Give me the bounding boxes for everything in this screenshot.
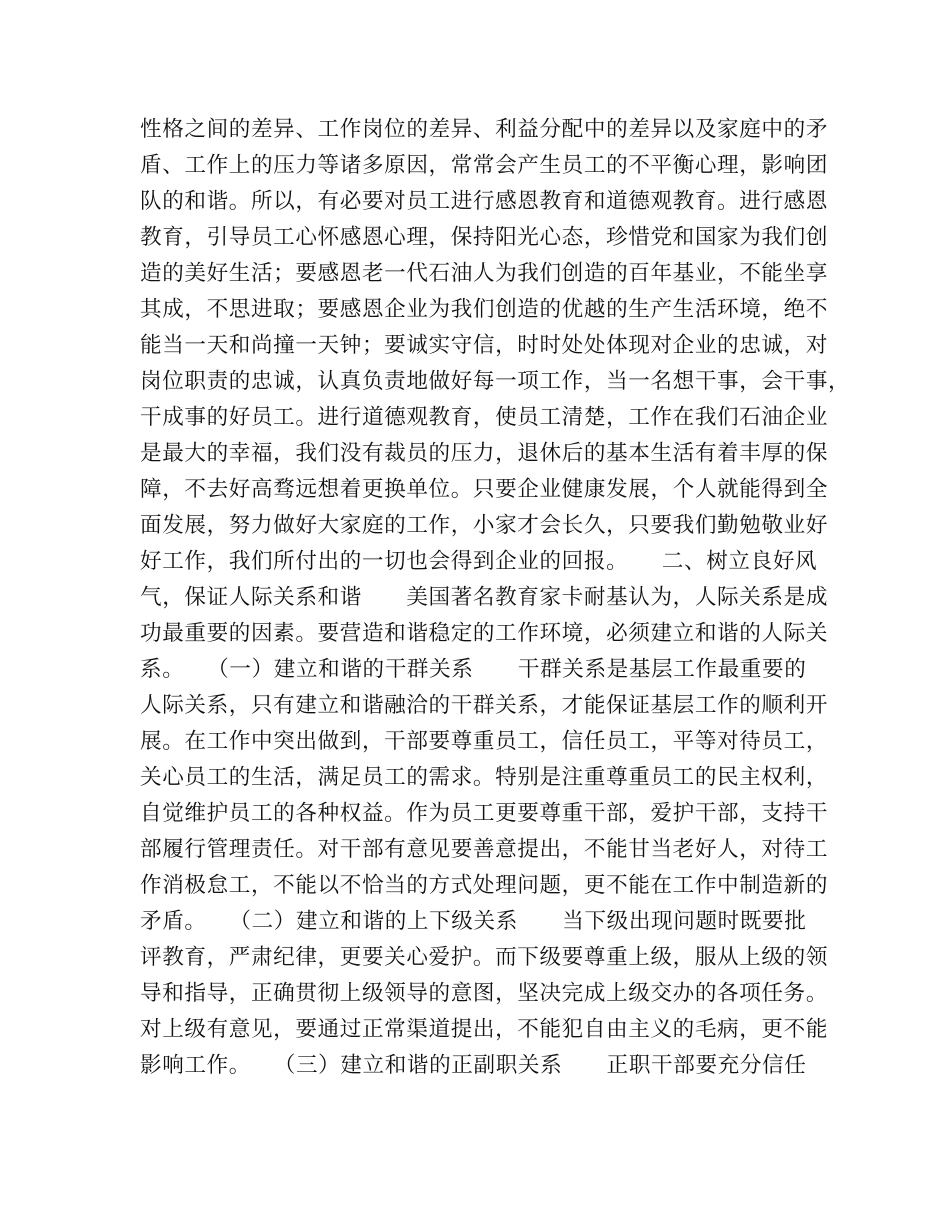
text-line: 障，不去好高骛远想着更换单位。只要企业健康发展，个人就能得到全 xyxy=(140,477,829,502)
text-line: 盾、工作上的压力等诸多原因，常常会产生员工的不平衡心理，影响团 xyxy=(140,153,829,178)
text-line: 队的和谐。所以，有必要对员工进行感恩教育和道德观教育。进行感恩 xyxy=(140,189,829,214)
text-line: 部履行管理责任。对干部有意见要善意提出，不能甘当老好人，对待工 xyxy=(140,837,829,862)
text-line: 面发展，努力做好大家庭的工作，小家才会长久，只要我们勤勉敬业好 xyxy=(140,513,829,538)
text-line: 功最重要的因素。要营造和谐稳定的工作环境，必须建立和谐的人际关 xyxy=(140,621,829,646)
text-line: 对上级有意见，要通过正常渠道提出，不能犯自由主义的毛病，更不能 xyxy=(140,1017,829,1042)
text-line: 矛盾。 （二）建立和谐的上下级关系 当下级出现问题时既要批 xyxy=(140,909,807,934)
text-line: 人际关系，只有建立和谐融洽的干群关系，才能保证基层工作的顺利开 xyxy=(140,693,829,718)
text-line: 评教育，严肃纪律，更要关心爱护。而下级要尊重上级，服从上级的领 xyxy=(140,945,829,970)
text-line: 系。 （一）建立和谐的干群关系 干群关系是基层工作最重要的 xyxy=(140,657,807,682)
text-line: 岗位职责的忠诚，认真负责地做好每一项工作，当一名想干事，会干事， xyxy=(140,369,851,394)
text-line: 能当一天和尚撞一天钟；要诚实守信，时时处处体现对企业的忠诚，对 xyxy=(140,333,829,358)
body-text xyxy=(140,112,851,1084)
text-line: 造的美好生活；要感恩老一代石油人为我们创造的百年基业，不能坐享 xyxy=(140,261,829,286)
text-line: 干成事的好员工。进行道德观教育，使员工清楚，工作在我们石油企业 xyxy=(140,405,829,430)
text-line: 关心员工的生活，满足员工的需求。特别是注重尊重员工的民主权利， xyxy=(140,765,829,790)
text-line: 影响工作。 （三）建立和谐的正副职关系 正职干部要充分信任 xyxy=(140,1053,807,1078)
text-line: 教育，引导员工心怀感恩心理，保持阳光心态，珍惜党和国家为我们创 xyxy=(140,225,829,250)
text-line: 其成，不思进取；要感恩企业为我们创造的优越的生产生活环境，绝不 xyxy=(140,297,829,322)
text-line: 是最大的幸福，我们没有裁员的压力，退休后的基本生活有着丰厚的保 xyxy=(140,441,829,466)
text-line: 气，保证人际关系和谐 美国著名教育家卡耐基认为，人际关系是成 xyxy=(140,585,829,610)
text-line: 作消极怠工，不能以不恰当的方式处理问题，更不能在工作中制造新的 xyxy=(140,873,829,898)
text-line: 自觉维护员工的各种权益。作为员工更要尊重干部，爱护干部，支持干 xyxy=(140,801,829,826)
text-line: 导和指导，正确贯彻上级领导的意图，坚决完成上级交办的各项任务。 xyxy=(140,981,829,1006)
text-line: 展。在工作中突出做到，干部要尊重员工，信任员工，平等对待员工， xyxy=(140,729,829,754)
text-line: 性格之间的差异、工作岗位的差异、利益分配中的差异以及家庭中的矛 xyxy=(140,117,829,142)
text-line: 好工作，我们所付出的一切也会得到企业的回报。 二、树立良好风 xyxy=(140,549,818,574)
